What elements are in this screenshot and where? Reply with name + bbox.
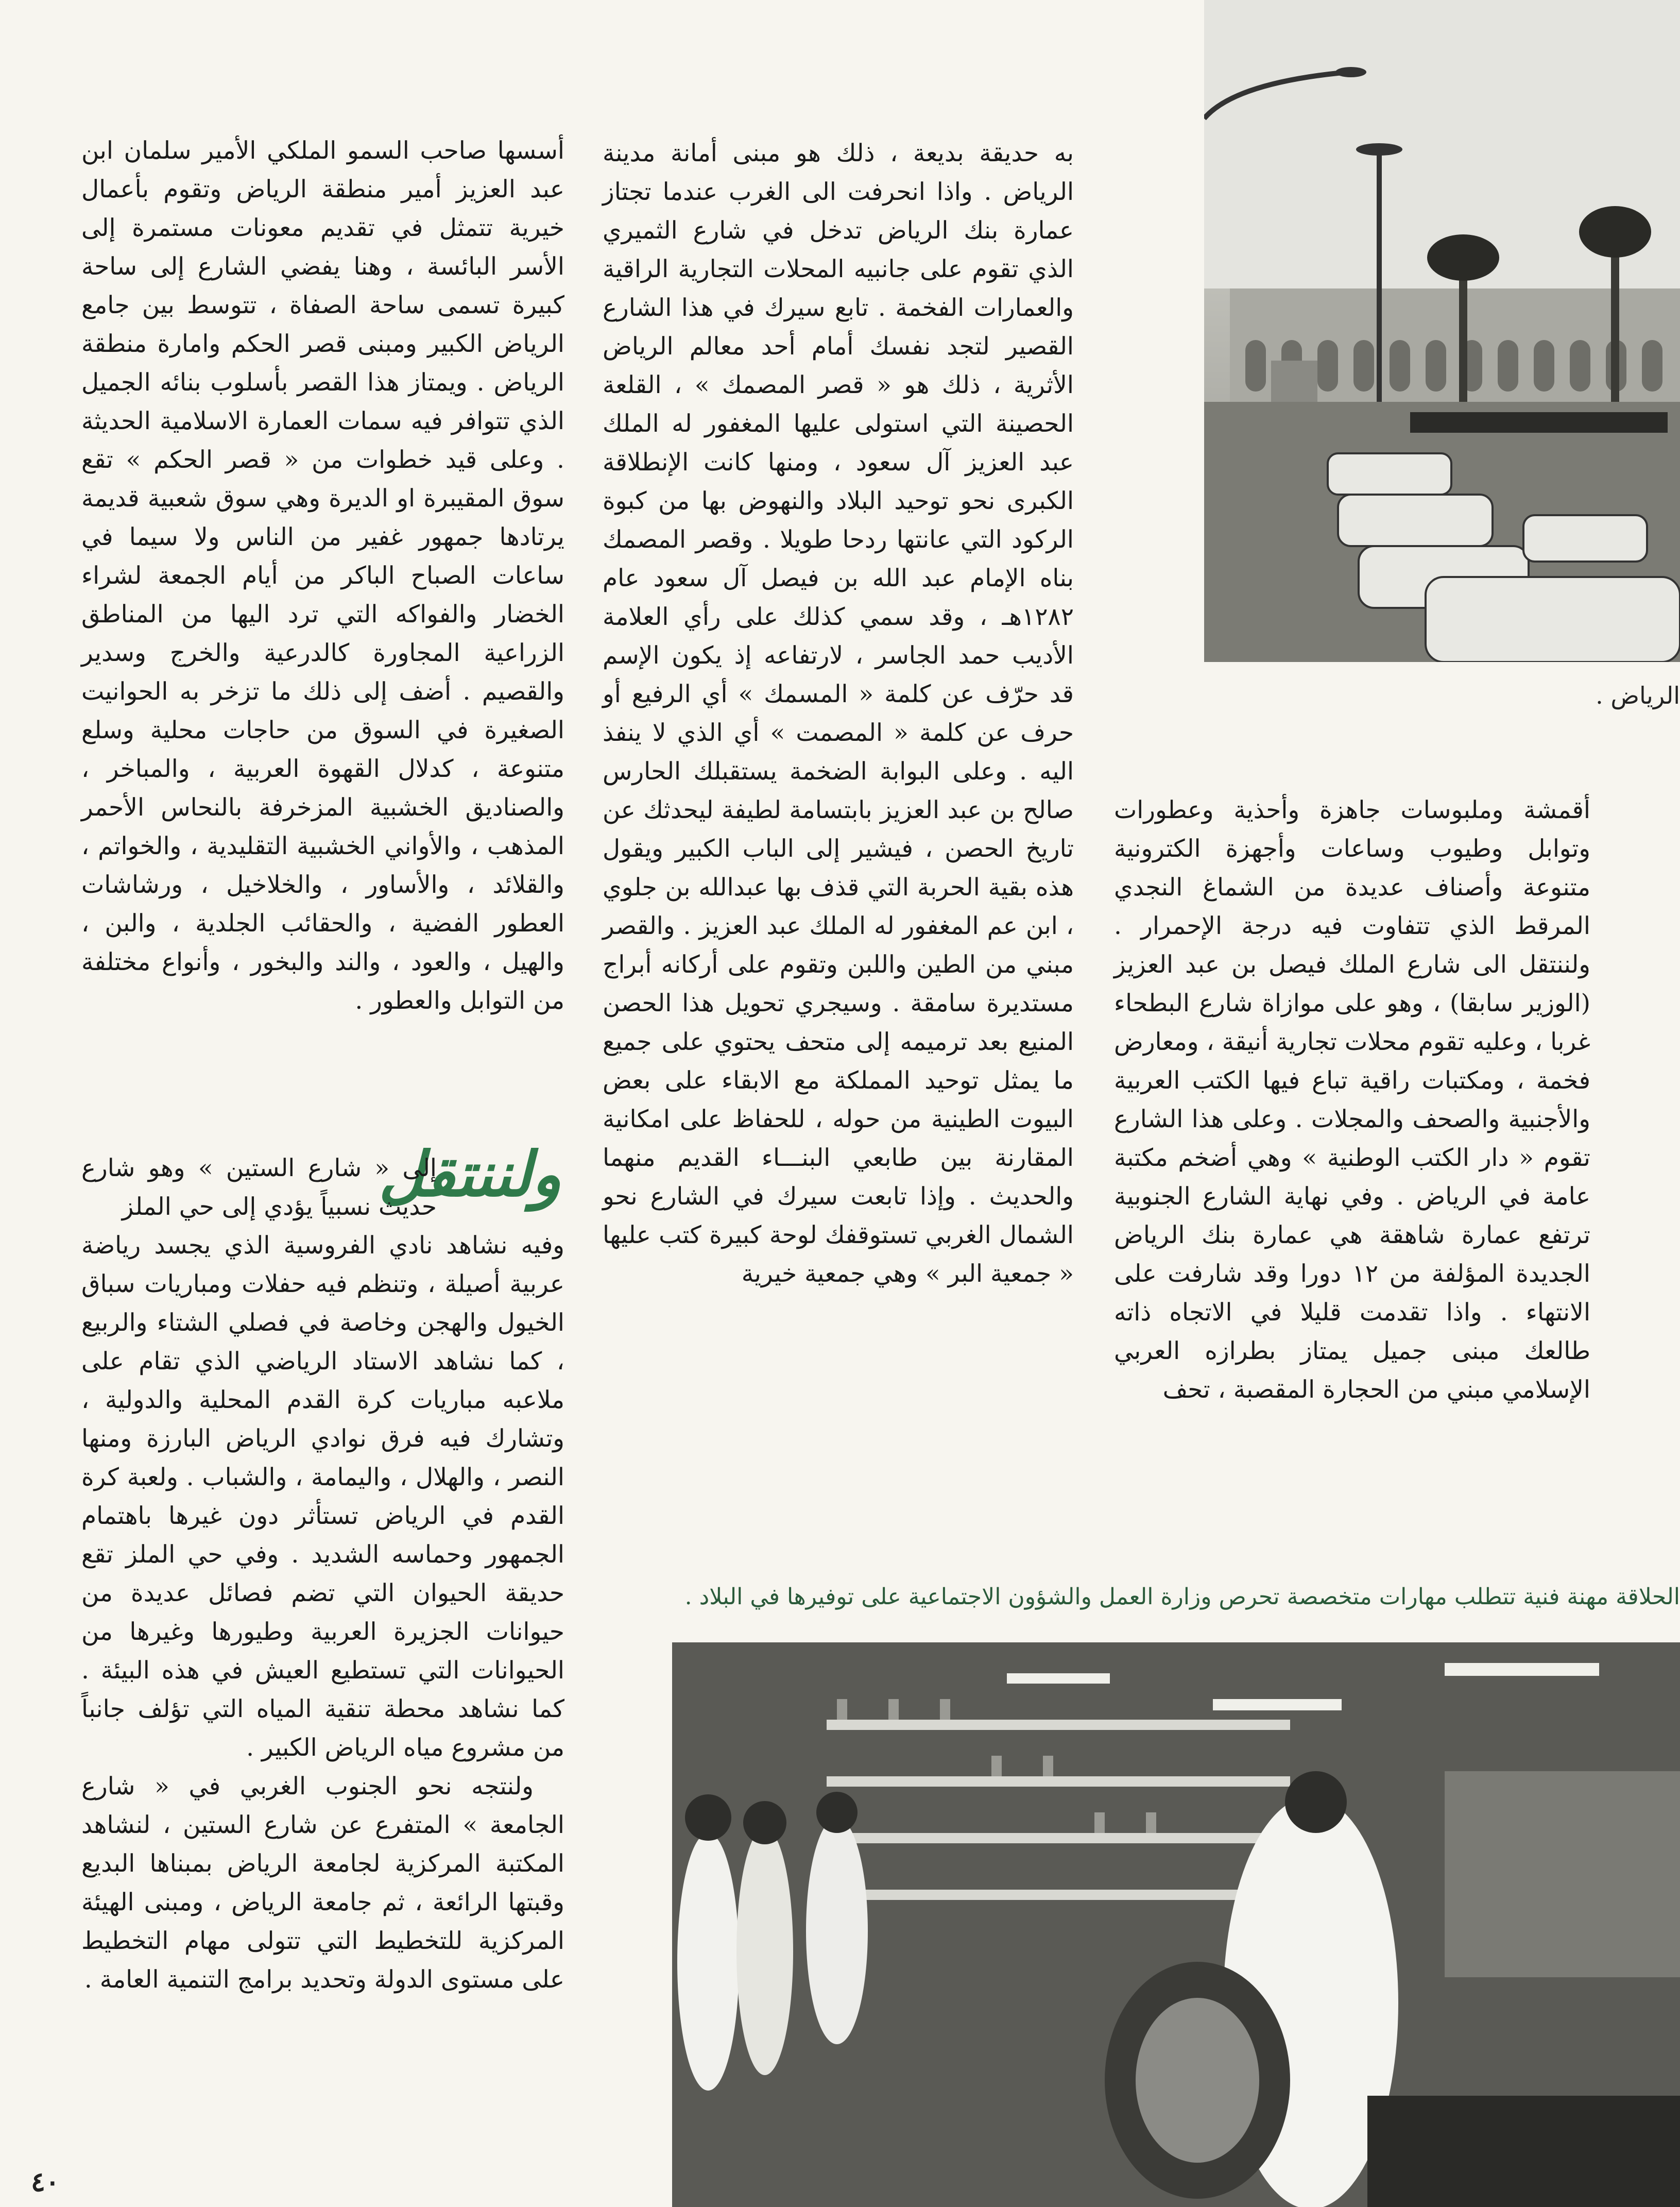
paragraph: إلى « شارع الستين » وهو شارع حديث نسبياً يؤدي إلى حي الملز <box>81 1154 437 1221</box>
section-lead-text <box>81 1149 437 1226</box>
paragraph: به حديقة بديعة ، ذلك هو مبنى أمانة مدينة الرياض . واذا انحرفت الى الغرب عندما تجتاز عمارة بنك الرياض تدخل في شارع الثميري الذي تقوم على جانبيه المحلات التجارية الراقية والعمارات الفخمة . تابع سيرك في هذا الشارع القصير لتجد نفسك أمام أحد معالم الرياض الأثرية ، ذلك هو « قصر المصمك » ، القلعة الحصينة التي استولى عليها المغفور له الملك عبد العزيز آل سعود ، ومنها كانت الإنطلاقة الكبرى نحو توحيد البلاد والنهوض بها من كبوة الركود التي عانتها ردحا طويلا . وقصر المصمك بناه الإمام عبد الله بن فيصل آل سعود عام ١٢٨٢هـ ، وقد سمي كذلك على رأي العلامة الأديب حمد الجاسر ، لارتفاعه إذ يكون الإسم قد حرّف عن كلمة « المسمك » أي الرفيع أو حرف عن كلمة « المصمت » أي الذي لا ينفذ اليه . وعلى البوابة الضخمة يستقبلك الحارس صالح بن عبد العزيز بابتسامة لطيفة ليحدثك عن تاريخ الحصن ، فيشير إلى الباب الكبير ويقول هذه بقية الحربة التي قذف بها عبدالله بن جلوي ، ابن عم المغفور له الملك عبد العزيز . والقصر مبني من الطين واللبن وتقوم على أركانه أبراج مستديرة سامقة . وسيجري تحويل هذا الحصن المنيع بعد ترميمه إلى متحف يحتوي على جميع ما يمثل توحيد المملكة مع الابقاء على بعض البيوت الطينية من حوله ، للحفاظ على امكانية المقارنة بين طابعي البنـــاء القديم منهما والحديث . وإذا تابعت سيرك في الشارع نحو الشمال الغربي تستوقفك لوحة كبيرة كتب عليها « جمعية البر » وهي جمعية خيرية <box>603 139 1074 1288</box>
section-heading: ولننتقل <box>379 1138 561 1211</box>
barber-shop-photo-icon <box>672 1642 1680 2207</box>
article-column-left <box>81 131 564 1020</box>
page-number: ٤٠ <box>31 2166 60 2198</box>
paragraph: ولنتجه نحو الجنوب الغربي في « شارع الجامعة » المتفرع عن شارع الستين ، لنشاهد المكتبة المركزية لجامعة الرياض بمبناها البديع وقبتها الرائعة ، ثم جامعة الرياض ، ومبنى الهيئة المركزية للتخطيط التي تتولى مهام التخطيط على مستوى الدولة وتحديد برامج التنمية العامة . <box>81 1772 564 1994</box>
article-column-right <box>1114 791 1590 1409</box>
paragraph: أسسها صاحب السمو الملكي الأمير سلمان ابن عبد العزيز أمير منطقة الرياض وتقوم بأعمال خيرية تتمثل في تقديم معونات مستمرة إلى الأسر البائسة ، وهنا يفضي الشارع إلى ساحة كبيرة تسمى ساحة الصفاة ، تتوسط بين جامع الرياض الكبير ومبنى قصر الحكم وامارة منطقة الرياض . ويمتاز هذا القصر بأسلوب بنائه الجميل الذي تتوافر فيه سمات العمارة الاسلامية الحديثة . وعلى قيد خطوات من « قصر الحكم » تقع سوق المقيبرة او الديرة وهي سوق شعبية قديمة يرتادها جمهور غفير من الناس ولا سيما في ساعات الصباح الباكر من أيام الجمعة لشراء الخضار والفواكه التي ترد اليها من المناطق الزراعية المجاورة كالدرعية والخرج وسدير والقصيم . أضف إلى ذلك ما تزخر به الحوانيت الصغيرة في السوق من حاجات محلية وسلع متنوعة ، كدلال القهوة العربية ، والمباخر ، والصناديق الخشبية المزخرفة بالنحاس الأحمر المذهب ، والأواني الخشبية التقليدية ، والخواتم ، والقلائد ، والأساور ، والخلاخيل ، ورشاشات العطور الفضية ، والحقائب الجلدية ، والبن ، والهيل ، والعود ، والند والبخور ، وأنواع مختلفة من التوابل والعطور . <box>81 137 564 1015</box>
bottom-photo-caption: الحلاقة مهنة فنية تتطلب مهارات متخصصة تحرص وزارة العمل والشؤون الاجتماعية على توفيرها في البلاد . <box>684 1584 1680 1610</box>
paragraph: وفيه نشاهد نادي الفروسية الذي يجسد رياضة عربية أصيلة ، وتنظم فيه حفلات ومباريات سباق الخيول والهجن وخاصة في فصلي الشتاء والربيع ، كما نشاهد الاستاد الرياضي الذي تقام على ملاعبه مباريات كرة القدم المحلية والدولية ، وتشارك فيه فرق نوادي الرياض البارزة ومنها النصر ، والهلال ، واليمامة ، والشباب . ولعبة كرة القدم في الرياض تستأثر دون غيرها باهتمام الجمهور وحماسه الشديد . وفي حي الملز تقع حديقة الحيوان التي تضم فصائل عديدة من حيوانات الجزيرة العربية وطيورها وغيرها من الحيوانات التي تستطيع العيش في هذه البيئة . كما نشاهد محطة تنقية المياه التي تؤلف جانباً من مشروع مياه الرياض الكبير . <box>81 1231 564 1762</box>
article-column-left-continued <box>81 1226 564 1999</box>
paragraph: أقمشة وملبوسات جاهزة وأحذية وعطورات وتوابل وطيوب وساعات وأجهزة الكترونية متنوعة وأصناف عديدة من الشماغ النجدي المرقط الذي تتفاوت فيه درجة الإحمرار . ولننتقل الى شارع الملك فيصل بن عبد العزيز (الوزير سابقا) ، وهو على موازاة شارع البطحاء غربا ، وعليه تقوم محلات تجارية أنيقة ، ومعارض فخمة ، ومكتبات راقية تباع فيها الكتب العربية والأجنبية والصحف والمجلات . وعلى هذا الشارع تقوم « دار الكتب الوطنية » وهي أضخم مكتبة عامة في الرياض . وفي نهاية الشارع الجنوبية ترتفع عمارة شاهقة هي عمارة بنك الرياض الجديدة المؤلفة من ١٢ دورا وقد شارفت على الانتهاء . واذا تقدمت قليلا في الاتجاه ذاته طالعك مبنى جميل يمتاز بطرازه العربي الإسلامي مبني من الحجارة المقصبة ، تحف <box>1114 796 1590 1404</box>
top-photo-caption: الرياض . <box>1596 682 1680 709</box>
barber-shop-photo <box>672 1642 1680 2207</box>
riyadh-square-photo-icon <box>1204 0 1680 662</box>
article-column-middle <box>603 134 1074 1293</box>
riyadh-street-photo <box>1204 0 1680 662</box>
